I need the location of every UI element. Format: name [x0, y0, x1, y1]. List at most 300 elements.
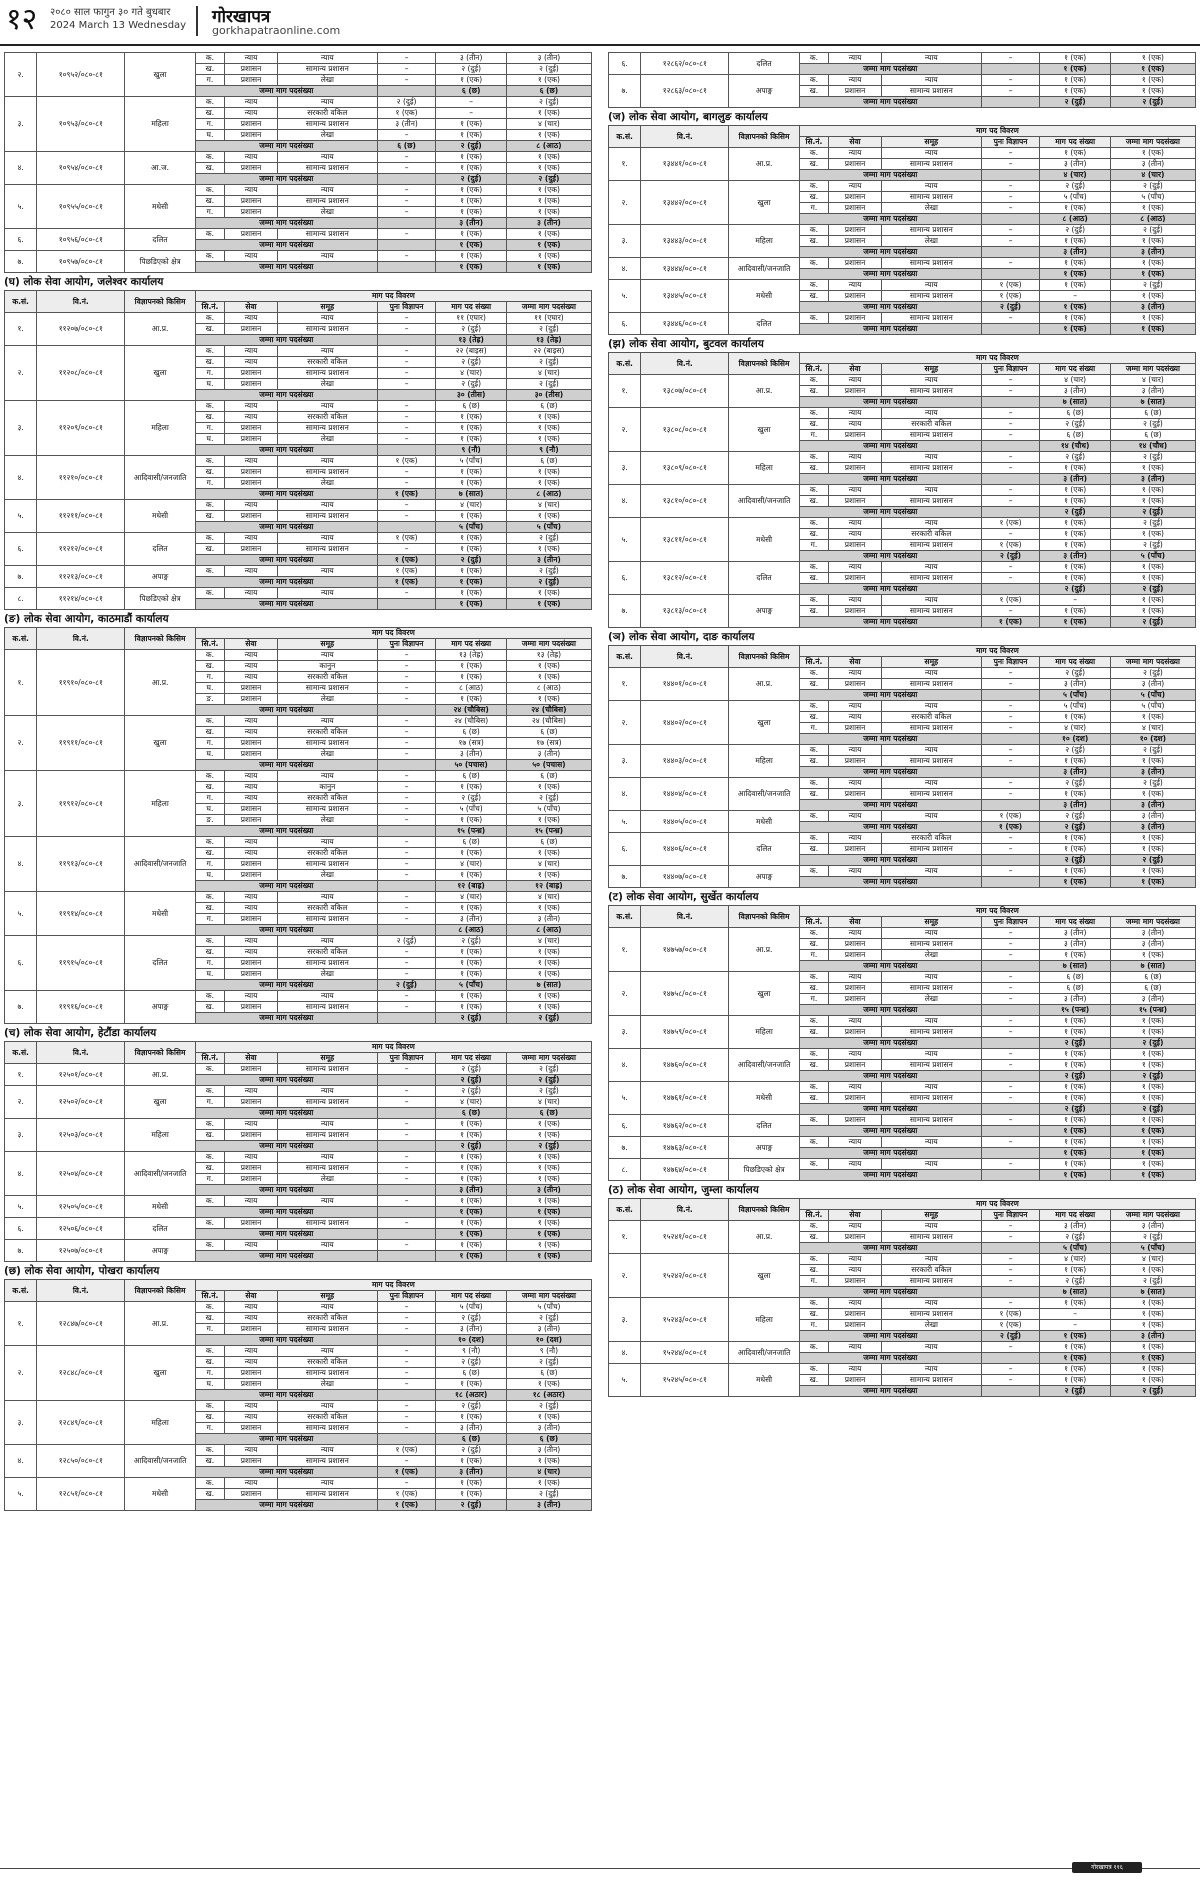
re-advertisement: – — [981, 485, 1040, 496]
vacancy-count: १ (एक) — [1040, 75, 1110, 86]
table-row — [609, 866, 1196, 877]
advertisement-number: ११२०८/०८०-८१ — [37, 346, 125, 401]
column-header-sewa: सेवा — [829, 1210, 882, 1221]
re-advertisement: – — [377, 892, 436, 903]
total-vacancies: १३ (तेह्र) — [506, 650, 591, 661]
row-sn: ग. — [195, 423, 224, 434]
total-label: जम्मा माग पदसंख्या — [195, 555, 377, 566]
re-advertisement: १ (एक) — [377, 1489, 436, 1500]
total-label: जम्मा माग पदसंख्या — [195, 489, 377, 500]
total-vacancy-count: १ (एक) — [1040, 617, 1110, 628]
total-re-advertisement — [981, 441, 1040, 452]
service: प्रशासन — [225, 1218, 278, 1229]
column-header-ks: क.सं. — [5, 1042, 37, 1064]
row-sn: ख. — [195, 324, 224, 335]
advertisement-type: महिला — [729, 1298, 799, 1342]
advertisement-type: आदिवासी/जनजाति — [125, 1445, 195, 1478]
vacancy-table — [4, 627, 592, 1024]
group: न्याय — [277, 1119, 377, 1130]
total-vacancies: १ (एक) — [506, 1130, 591, 1141]
re-advertisement: – — [377, 53, 436, 64]
row-sn: क. — [195, 991, 224, 1002]
group: सामान्य प्रशासन — [881, 430, 981, 441]
total-vacancy-count: ३ (तीन) — [1040, 800, 1110, 811]
group: सामान्य प्रशासन — [277, 1368, 377, 1379]
total-label: जम्मा माग पदसंख्या — [799, 1243, 981, 1254]
total-re-advertisement — [981, 324, 1040, 335]
row-sn: क. — [195, 456, 224, 467]
re-advertisement: – — [377, 357, 436, 368]
re-advertisement: – — [981, 1375, 1040, 1386]
section-title: (ज) लोक सेवा आयोग, बागलुङ कार्यालय — [608, 111, 768, 123]
row-sn: क. — [195, 401, 224, 412]
group: सरकारी वकिल — [881, 833, 981, 844]
group: सामान्य प्रशासन — [277, 324, 377, 335]
service: न्याय — [829, 375, 882, 386]
service: न्याय — [225, 313, 278, 324]
total-label: जम्मा माग पदसंख्या — [799, 1386, 981, 1397]
serial-number: १. — [5, 1302, 37, 1346]
advertisement-number: १२८६३/०८०-८१ — [641, 75, 729, 108]
total-vacancy-count: ४ (चार) — [1040, 170, 1110, 181]
row-sn: ख. — [799, 386, 828, 397]
total-vacancies: १ (एक) — [1110, 866, 1195, 877]
table-row — [609, 75, 1196, 86]
total-vacancy-count: १ (एक) — [436, 1251, 506, 1262]
total-re-advertisement — [377, 1434, 436, 1445]
row-sn: ख. — [799, 1232, 828, 1243]
row-sn: ख. — [799, 679, 828, 690]
row-sn: क. — [799, 280, 828, 291]
advertisement-type: आ.ज. — [125, 152, 195, 185]
total-vacancies: ३ (तीन) — [1110, 679, 1195, 690]
serial-number: ७. — [609, 866, 641, 888]
total-re-advertisement — [981, 1386, 1040, 1397]
re-advertisement: – — [981, 1093, 1040, 1104]
service: न्याय — [225, 661, 278, 672]
table-row — [5, 837, 592, 848]
re-advertisement: – — [981, 833, 1040, 844]
grand-total: २४ (चौबिस) — [506, 705, 591, 716]
vacancy-count: १ (एक) — [1040, 529, 1110, 540]
serial-number: ६. — [609, 313, 641, 335]
advertisement-type: अपाङ्ग — [125, 1240, 195, 1262]
vacancy-count: ४ (चार) — [1040, 1254, 1110, 1265]
group: सामान्य प्रशासन — [881, 225, 981, 236]
service: न्याय — [829, 280, 882, 291]
grand-total: ८ (आठ) — [506, 489, 591, 500]
total-vacancies: २ (दुई) — [506, 533, 591, 544]
total-re-advertisement — [377, 445, 436, 456]
service: प्रशासन — [225, 1379, 278, 1390]
group: न्याय — [277, 1346, 377, 1357]
re-advertisement: – — [377, 511, 436, 522]
total-re-advertisement: १ (एक) — [981, 617, 1040, 628]
column-header-jamma: जम्मा माग पदसंख्या — [506, 302, 591, 313]
grand-total: ३ (तीन) — [1110, 822, 1195, 833]
group: सामान्य प्रशासन — [277, 859, 377, 870]
total-label: जम्मा माग पदसंख्या — [195, 1229, 377, 1240]
total-vacancies: १ (एक) — [506, 694, 591, 705]
row-sn: ग. — [195, 738, 224, 749]
total-vacancies: १ (एक) — [506, 108, 591, 119]
row-sn: घ. — [195, 804, 224, 815]
vacancy-count: ५ (पाँच) — [1040, 701, 1110, 712]
total-re-advertisement — [377, 1013, 436, 1024]
serial-number: ५. — [5, 1196, 37, 1218]
vacancy-count: १ (एक) — [1040, 540, 1110, 551]
row-sn: ख. — [799, 419, 828, 430]
total-vacancy-count: ३० (तीस) — [436, 390, 506, 401]
office-section — [4, 612, 592, 1024]
total-re-advertisement — [981, 877, 1040, 888]
vacancy-count: ३ (तीन) — [1040, 939, 1110, 950]
total-vacancy-count: २ (दुई) — [1040, 584, 1110, 595]
total-re-advertisement: २ (दुई) — [981, 1331, 1040, 1342]
grand-total: ३ (तीन) — [1110, 800, 1195, 811]
serial-number: १. — [609, 928, 641, 972]
vacancy-table — [608, 1198, 1196, 1397]
group: न्याय — [881, 811, 981, 822]
advertisement-number: १२८४८/०८०-८१ — [37, 1346, 125, 1401]
advertisement-number: ११९११/०८०-८१ — [37, 716, 125, 771]
service: न्याय — [225, 588, 278, 599]
table-row — [609, 181, 1196, 192]
total-vacancies: १ (एक) — [1110, 496, 1195, 507]
service: न्याय — [829, 595, 882, 606]
total-re-advertisement — [377, 218, 436, 229]
total-vacancies: १ (एक) — [506, 423, 591, 434]
total-label: जम्मा माग पदसंख्या — [799, 1038, 981, 1049]
vacancy-count: ८ (आठ) — [436, 683, 506, 694]
total-vacancies: २ (दुई) — [506, 97, 591, 108]
column-header-sn: सि.नं. — [799, 657, 828, 668]
re-advertisement: – — [377, 1152, 436, 1163]
re-advertisement: – — [981, 983, 1040, 994]
advertisement-number: १४७६४/०८०-८१ — [641, 1159, 729, 1181]
row-sn: क. — [799, 972, 828, 983]
total-vacancy-count: १ (एक) — [436, 240, 506, 251]
serial-number: २. — [609, 181, 641, 225]
total-vacancy-count: ७ (सात) — [1040, 961, 1110, 972]
table-row — [609, 1115, 1196, 1126]
total-re-advertisement — [981, 1104, 1040, 1115]
re-advertisement: – — [377, 229, 436, 240]
serial-number: ३. — [5, 771, 37, 837]
row-sn: ग. — [195, 958, 224, 969]
total-vacancies: ५ (पाँच) — [1110, 192, 1195, 203]
vacancy-table — [4, 1279, 592, 1511]
column-header-details: माग पद विवरण — [799, 646, 1195, 657]
service: न्याय — [225, 456, 278, 467]
service: प्रशासन — [225, 379, 278, 390]
vacancy-count: ५ (पाँच) — [436, 1302, 506, 1313]
serial-number: ४. — [5, 837, 37, 892]
re-advertisement: – — [377, 991, 436, 1002]
advertisement-number: १४४०२/०८०-८१ — [641, 701, 729, 745]
advertisement-number: १३४४४/०८०-८१ — [641, 258, 729, 280]
total-re-advertisement — [981, 247, 1040, 258]
total-vacancy-count: ३ (तीन) — [1040, 247, 1110, 258]
column-header-maag: माग पद संख्या — [436, 639, 506, 650]
row-sn: क. — [799, 1298, 828, 1309]
row-sn: ख. — [799, 756, 828, 767]
service: प्रशासन — [225, 1368, 278, 1379]
group: न्याय — [277, 892, 377, 903]
column-header-ks: क.सं. — [5, 628, 37, 650]
table-row — [609, 1298, 1196, 1309]
group: न्याय — [881, 1254, 981, 1265]
re-advertisement: – — [377, 804, 436, 815]
group: न्याय — [881, 778, 981, 789]
group: सामान्य प्रशासन — [277, 1489, 377, 1500]
advertisement-type: महिला — [125, 1401, 195, 1445]
website-link[interactable]: gorkhapatraonline.com — [212, 24, 341, 37]
group: सामान्य प्रशासन — [277, 804, 377, 815]
service: प्रशासन — [225, 368, 278, 379]
re-advertisement: १ (एक) — [377, 108, 436, 119]
table-row — [609, 452, 1196, 463]
vacancy-count: १ (एक) — [436, 423, 506, 434]
grand-total: १ (एक) — [1110, 1148, 1195, 1159]
row-sn: क. — [195, 229, 224, 240]
advertisement-type: आदिवासी/जनजाति — [729, 1049, 799, 1082]
total-label: जम्मा माग पदसंख्या — [195, 1108, 377, 1119]
re-advertisement: – — [981, 844, 1040, 855]
vacancy-count: १ (एक) — [1040, 1082, 1110, 1093]
table-row — [5, 1064, 592, 1075]
row-sn: ख. — [799, 1093, 828, 1104]
service: न्याय — [225, 566, 278, 577]
row-sn: ख. — [799, 463, 828, 474]
total-vacancies: १ (एक) — [506, 903, 591, 914]
row-sn: ग. — [195, 75, 224, 86]
row-sn: ख. — [195, 1412, 224, 1423]
row-sn: क. — [799, 1364, 828, 1375]
total-re-advertisement — [377, 826, 436, 837]
re-advertisement: – — [377, 412, 436, 423]
group: सामान्य प्रशासन — [881, 723, 981, 734]
service: न्याय — [829, 1159, 882, 1170]
advertisement-number: १३८१२/०८०-८१ — [641, 562, 729, 595]
column-header-vin: वि.नं. — [641, 646, 729, 668]
service: न्याय — [829, 745, 882, 756]
column-header-vin: वि.नं. — [37, 1280, 125, 1302]
row-sn: घ. — [195, 683, 224, 694]
total-label: जम्मा माग पदसंख्या — [799, 767, 981, 778]
vacancy-count: ४ (चार) — [1040, 723, 1110, 734]
table-row — [609, 1016, 1196, 1027]
total-vacancies: १ (एक) — [1110, 1027, 1195, 1038]
re-advertisement: – — [981, 53, 1040, 64]
vacancy-count: ३ (तीन) — [1040, 994, 1110, 1005]
service: प्रशासन — [829, 386, 882, 397]
advertisement-type: महिला — [729, 1016, 799, 1049]
service: प्रशासन — [225, 914, 278, 925]
total-re-advertisement: १ (एक) — [377, 1500, 436, 1511]
service: प्रशासन — [225, 229, 278, 240]
table-row — [609, 53, 1196, 64]
vacancy-count: १ (एक) — [436, 75, 506, 86]
row-sn: ख. — [195, 357, 224, 368]
total-vacancies: ४ (चार) — [506, 936, 591, 947]
vacancy-count: १ (एक) — [1040, 86, 1110, 97]
column-header-samuha: समूह — [881, 657, 981, 668]
re-advertisement: – — [981, 496, 1040, 507]
vacancy-count: १ (एक) — [436, 694, 506, 705]
service: प्रशासन — [829, 1060, 882, 1071]
group: सरकारी वकिल — [277, 357, 377, 368]
grand-total: ७ (सात) — [506, 980, 591, 991]
service: न्याय — [225, 947, 278, 958]
re-advertisement: – — [377, 837, 436, 848]
service: प्रशासन — [225, 1130, 278, 1141]
total-re-advertisement: १ (एक) — [377, 577, 436, 588]
grand-total: ५ (पाँच) — [1110, 551, 1195, 562]
group: सामान्य प्रशासन — [881, 1232, 981, 1243]
group: सामान्य प्रशासन — [277, 1130, 377, 1141]
re-advertisement: – — [981, 866, 1040, 877]
total-vacancy-count: ६ (छ) — [436, 1434, 506, 1445]
total-label: जम्मा माग पदसंख्या — [799, 734, 981, 745]
vacancy-count: १ (एक) — [1040, 485, 1110, 496]
service: प्रशासन — [225, 969, 278, 980]
row-sn: क. — [799, 668, 828, 679]
service: न्याय — [829, 408, 882, 419]
group: न्याय — [881, 75, 981, 86]
vacancy-count: १ (एक) — [436, 1456, 506, 1467]
advertisement-type: मधेसी — [125, 1478, 195, 1511]
advertisement-number: ११९१६/०८०-८१ — [37, 991, 125, 1024]
total-vacancy-count: १ (एक) — [1040, 269, 1110, 280]
advertisement-type: मधेसी — [125, 500, 195, 533]
re-advertisement: – — [377, 434, 436, 445]
masthead — [0, 0, 1200, 46]
vacancy-table — [608, 52, 1196, 108]
re-advertisement: – — [981, 950, 1040, 961]
vacancy-count: १ (एक) — [1040, 280, 1110, 291]
re-advertisement: १ (एक) — [981, 811, 1040, 822]
row-sn: क. — [799, 375, 828, 386]
group: सामान्य प्रशासन — [881, 313, 981, 324]
serial-number: २. — [5, 1346, 37, 1401]
service: न्याय — [829, 972, 882, 983]
row-sn: ग. — [195, 859, 224, 870]
grand-total: ६ (छ) — [506, 1434, 591, 1445]
advertisement-number: १४७६०/०८०-८१ — [641, 1049, 729, 1082]
vacancy-count: २ (दुई) — [1040, 1232, 1110, 1243]
vacancy-count: ६ (छ) — [436, 727, 506, 738]
total-vacancies: १ (एक) — [1110, 1364, 1195, 1375]
re-advertisement: – — [377, 1324, 436, 1335]
total-re-advertisement — [377, 925, 436, 936]
re-advertisement: – — [377, 1086, 436, 1097]
re-advertisement: – — [377, 1174, 436, 1185]
vacancy-count: १ (एक) — [436, 163, 506, 174]
grand-total: १५ (पन्ध्र) — [506, 826, 591, 837]
vacancy-count: १ (एक) — [436, 412, 506, 423]
group: सरकारी वकिल — [881, 419, 981, 430]
group: न्याय — [277, 1196, 377, 1207]
group: लेखा — [277, 130, 377, 141]
group: सामान्य प्रशासन — [277, 64, 377, 75]
re-advertisement: – — [981, 723, 1040, 734]
office-section — [4, 1026, 592, 1262]
vacancy-count: १ (एक) — [1040, 463, 1110, 474]
row-sn: क. — [195, 97, 224, 108]
total-vacancies: ४ (चार) — [1110, 375, 1195, 386]
re-advertisement: – — [981, 203, 1040, 214]
total-vacancies: १ (एक) — [1110, 291, 1195, 302]
total-vacancies: १ (एक) — [506, 434, 591, 445]
total-label: जम्मा माग पदसंख्या — [195, 218, 377, 229]
row-sn: ख. — [799, 529, 828, 540]
service: प्रशासन — [829, 1309, 882, 1320]
advertisement-type: अपाङ्ग — [729, 1137, 799, 1159]
total-label: जम्मा माग पदसंख्या — [799, 822, 981, 833]
total-label: जम्मा माग पदसंख्या — [195, 1335, 377, 1346]
service: प्रशासन — [829, 844, 882, 855]
grand-total: ९ (नौ) — [506, 445, 591, 456]
advertisement-type: आ.प्र. — [125, 650, 195, 716]
grand-total: १ (एक) — [1110, 1353, 1195, 1364]
total-vacancies: २ (दुई) — [506, 379, 591, 390]
service: न्याय — [829, 778, 882, 789]
grand-total: ३ (तीन) — [1110, 1331, 1195, 1342]
row-sn: ख. — [195, 848, 224, 859]
vacancy-count: ११ (एघार) — [436, 313, 506, 324]
grand-total: २ (दुई) — [1110, 1386, 1195, 1397]
re-advertisement: – — [981, 419, 1040, 430]
total-vacancies: ३ (तीन) — [506, 1423, 591, 1434]
column-header-type: विज्ञापनको किसिम — [729, 353, 799, 375]
total-re-advertisement — [377, 1229, 436, 1240]
total-label: जम्मा माग पदसंख्या — [799, 1071, 981, 1082]
total-re-advertisement — [981, 584, 1040, 595]
serial-number: ६. — [609, 53, 641, 75]
advertisement-number: १२५०३/०८०-८१ — [37, 1119, 125, 1152]
advertisement-type: दलित — [729, 53, 799, 75]
total-vacancies: २ (दुई) — [1110, 419, 1195, 430]
newspaper-name: गोरखापत्र — [212, 7, 271, 27]
advertisement-type: आ.प्र. — [729, 148, 799, 181]
re-advertisement: – — [377, 313, 436, 324]
serial-number: ५. — [5, 1478, 37, 1511]
total-label: जम्मा माग पदसंख्या — [799, 441, 981, 452]
group: सामान्य प्रशासन — [277, 467, 377, 478]
grand-total: २ (दुई) — [506, 577, 591, 588]
advertisement-type: आ.प्र. — [125, 1064, 195, 1086]
service: प्रशासन — [225, 478, 278, 489]
total-vacancy-count: १ (एक) — [1040, 1170, 1110, 1181]
service: प्रशासन — [829, 1276, 882, 1287]
advertisement-type: मधेसी — [125, 1196, 195, 1218]
table-row — [609, 1342, 1196, 1353]
total-vacancy-count: ५ (पाँच) — [436, 522, 506, 533]
advertisement-type: खुला — [125, 346, 195, 401]
serial-number: ३. — [5, 401, 37, 456]
total-label: जम्मा माग पदसंख्या — [195, 760, 377, 771]
total-re-advertisement — [377, 1108, 436, 1119]
re-advertisement: – — [981, 1159, 1040, 1170]
group: सरकारी वकिल — [277, 793, 377, 804]
total-re-advertisement — [377, 705, 436, 716]
group: सामान्य प्रशासन — [277, 368, 377, 379]
serial-number: १. — [5, 313, 37, 346]
total-vacancies: २ (दुई) — [506, 793, 591, 804]
grand-total: ३ (तीन) — [506, 1500, 591, 1511]
total-vacancies: १ (एक) — [506, 1163, 591, 1174]
